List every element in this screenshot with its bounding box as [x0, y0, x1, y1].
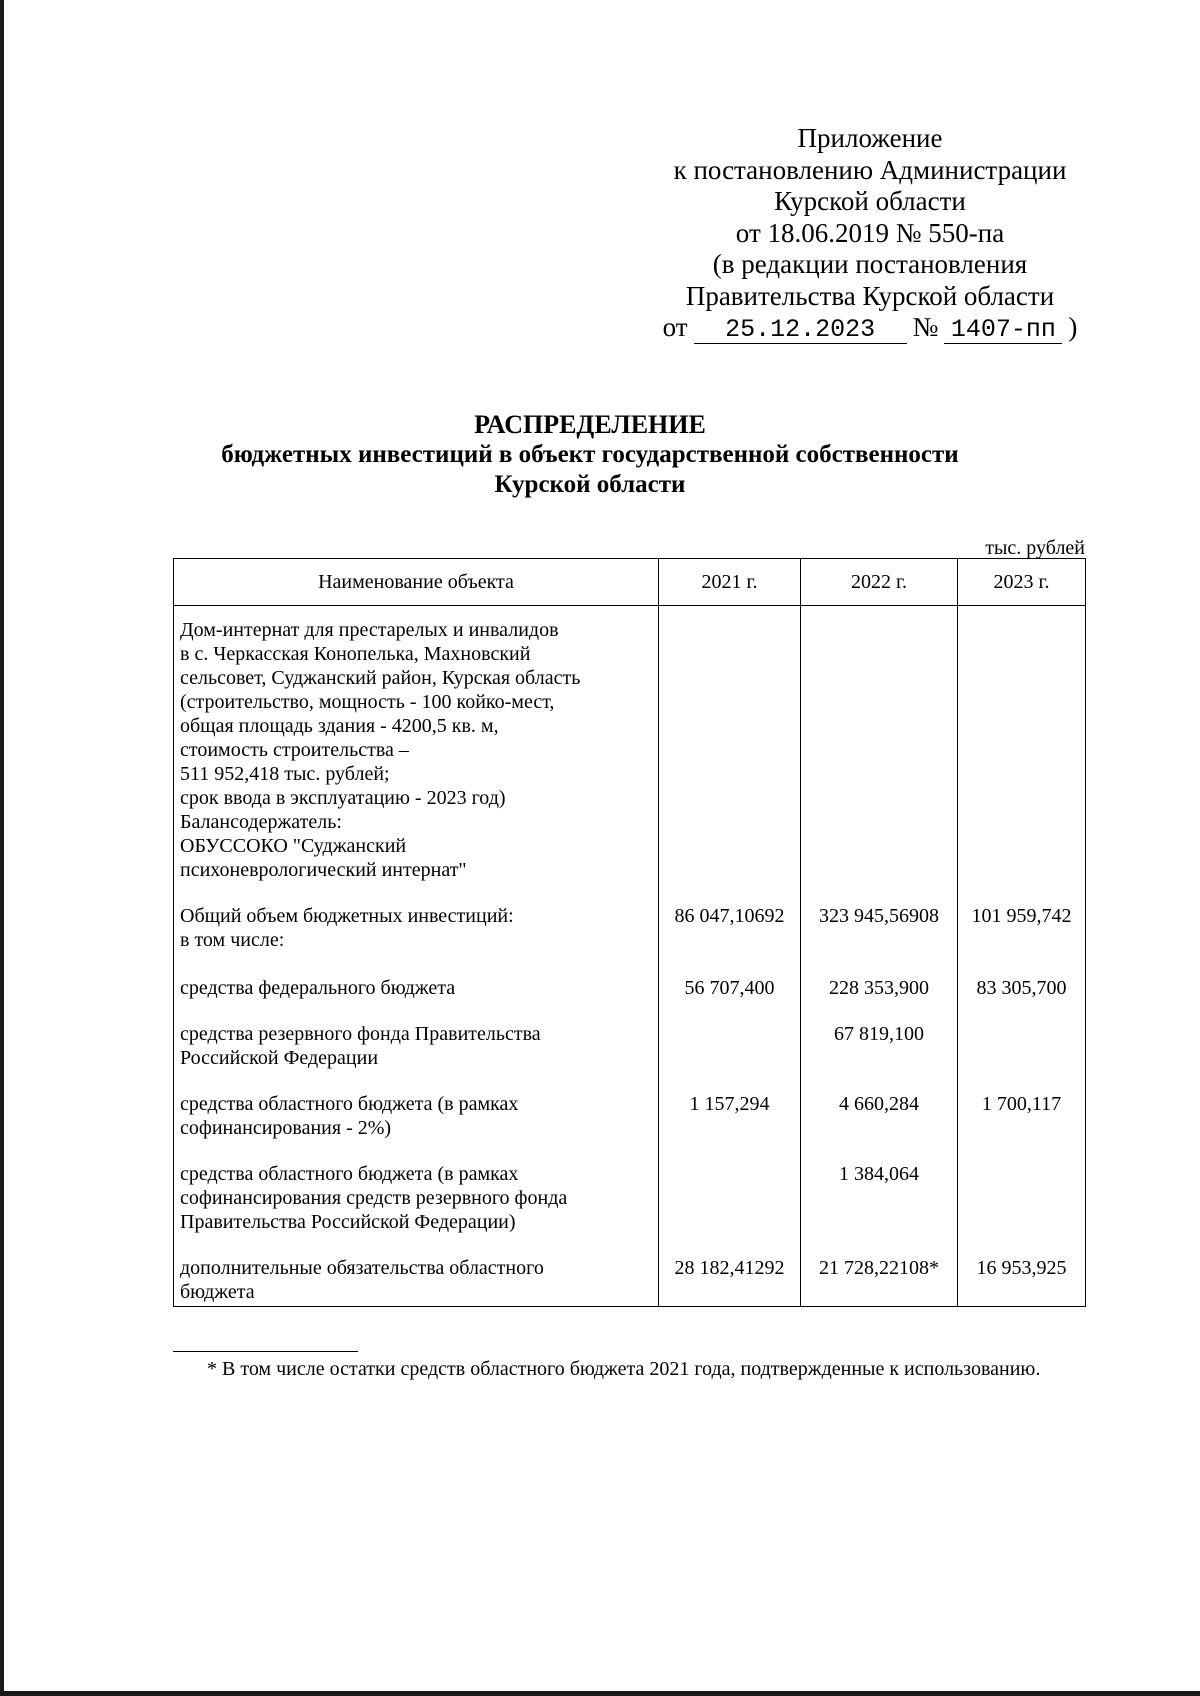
value-2023	[958, 1022, 1086, 1092]
value-2022: 67 819,100	[801, 1022, 958, 1092]
value-2023: 101 959,742	[958, 904, 1086, 976]
row-label-line: бюджета	[180, 1281, 255, 1303]
row-label-line: софинансирования - 2%)	[180, 1117, 392, 1139]
row-label-line: в том числе:	[180, 929, 285, 951]
description-line: срок ввода в эксплуатацию - 2023 год)	[180, 787, 506, 809]
description-line: ОБУССОКО "Суджанский	[180, 835, 407, 857]
value-2023: 83 305,700	[958, 976, 1086, 1022]
value-2022: 1 384,064	[801, 1162, 958, 1256]
value-2021: 56 707,400	[659, 976, 801, 1022]
row-label	[174, 1256, 659, 1307]
scan-edge-bottom	[0, 1691, 1200, 1696]
table-row-total	[174, 904, 1086, 976]
decree-prefix: от	[662, 312, 688, 342]
decree-number-sign: №	[912, 312, 939, 342]
value-2021: 1 157,294	[659, 1092, 801, 1162]
description-line: Балансодержатель:	[180, 811, 342, 833]
object-description	[174, 606, 659, 905]
column-header-2023: 2023 г.	[958, 559, 1086, 606]
description-line: (строительство, мощность - 100 койко-мест,	[180, 691, 555, 713]
row-label-line: средства областного бюджета (в рамках	[180, 1163, 519, 1185]
value-2022: 4 660,284	[801, 1092, 958, 1162]
row-label-line: дополнительные обязательства областного	[180, 1257, 544, 1279]
header-line: Приложение	[797, 123, 943, 153]
header-line: Правительства Курской области	[685, 280, 1055, 311]
description-line: в с. Черкасская Конопелька, Махновский	[180, 643, 531, 665]
title-line: бюджетных инвестиций в объект государственной собственности	[221, 441, 959, 468]
budget-table	[173, 558, 1086, 1307]
row-label-line: Правительства Российской Федерации)	[180, 1211, 516, 1233]
header-line: Курской области	[774, 186, 966, 216]
value-2022: 228 353,900	[801, 976, 958, 1022]
title-line: Курской области	[494, 471, 686, 498]
column-header-2021: 2021 г.	[659, 559, 801, 606]
object-description-row	[174, 606, 1086, 905]
empty-cell	[958, 606, 1086, 905]
value-2023: 16 953,925	[958, 1256, 1086, 1307]
decree-number: 1407-пп	[944, 317, 1062, 344]
row-label	[174, 1092, 659, 1162]
table-header-row	[174, 559, 1086, 606]
row-label	[174, 1162, 659, 1256]
table-row-regional-reserve-cofinancing	[174, 1162, 1086, 1256]
header-line: к постановлению Администрации	[673, 154, 1067, 185]
column-header-name: Наименование объекта	[174, 559, 659, 606]
description-line: общая площадь здания - 4200,5 кв. м,	[180, 715, 499, 737]
header-line: от 18.06.2019 № 550-па	[735, 217, 1005, 248]
row-label-line: средства федерального бюджета	[180, 977, 456, 999]
value-2022: 21 728,22108*	[801, 1256, 958, 1307]
value-2023	[958, 1162, 1086, 1256]
value-2021: 86 047,10692	[659, 904, 801, 976]
row-label	[174, 1022, 659, 1092]
row-label-line: Российской Федерации	[180, 1047, 379, 1069]
row-label-line: Общий объем бюджетных инвестиций:	[180, 905, 514, 927]
value-2022: 323 945,56908	[801, 904, 958, 976]
footnote-divider	[173, 1351, 358, 1352]
value-2021	[659, 1162, 801, 1256]
title-main: РАСПРЕДЕЛЕНИЕ	[474, 410, 706, 439]
decree-reference	[640, 312, 1100, 344]
table-row-regional-cofinancing	[174, 1092, 1086, 1162]
value-2023: 1 700,117	[958, 1092, 1086, 1162]
row-label	[174, 904, 659, 976]
description-line: 511 952,418 тыс. рублей;	[180, 763, 390, 785]
value-2021: 28 182,41292	[659, 1256, 801, 1307]
empty-cell	[801, 606, 958, 905]
decree-date: 25.12.2023	[694, 317, 907, 344]
table-row-reserve-fund	[174, 1022, 1086, 1092]
row-label-line: средства областного бюджета (в рамках	[180, 1093, 519, 1115]
description-line: психоневрологический интернат"	[180, 859, 467, 881]
row-label-line: средства резервного фонда Правительства	[180, 1023, 541, 1045]
description-line: стоимость строительства –	[180, 739, 409, 761]
table-row-additional-obligations	[174, 1256, 1086, 1307]
description-line: сельсовет, Суджанский район, Курская область	[180, 667, 581, 689]
appendix-header	[640, 123, 1100, 344]
header-line: (в редакции постановления	[712, 249, 1028, 279]
column-header-2022: 2022 г.	[801, 559, 958, 606]
document-title	[170, 410, 1010, 500]
decree-closing: )	[1068, 312, 1078, 342]
row-label	[174, 976, 659, 1022]
description-line: Дом-интернат для престарелых и инвалидов	[180, 619, 559, 641]
scan-edge-left	[0, 0, 4, 1696]
footnote: * В том числе остатки средств областного бюджета 2021 года, подтвержденные к использованию.	[207, 1358, 1041, 1380]
table-row-federal	[174, 976, 1086, 1022]
row-label-line: софинансирования средств резервного фонда	[180, 1187, 568, 1209]
empty-cell	[659, 606, 801, 905]
units-label: тыс. рублей	[985, 537, 1085, 559]
value-2021	[659, 1022, 801, 1092]
